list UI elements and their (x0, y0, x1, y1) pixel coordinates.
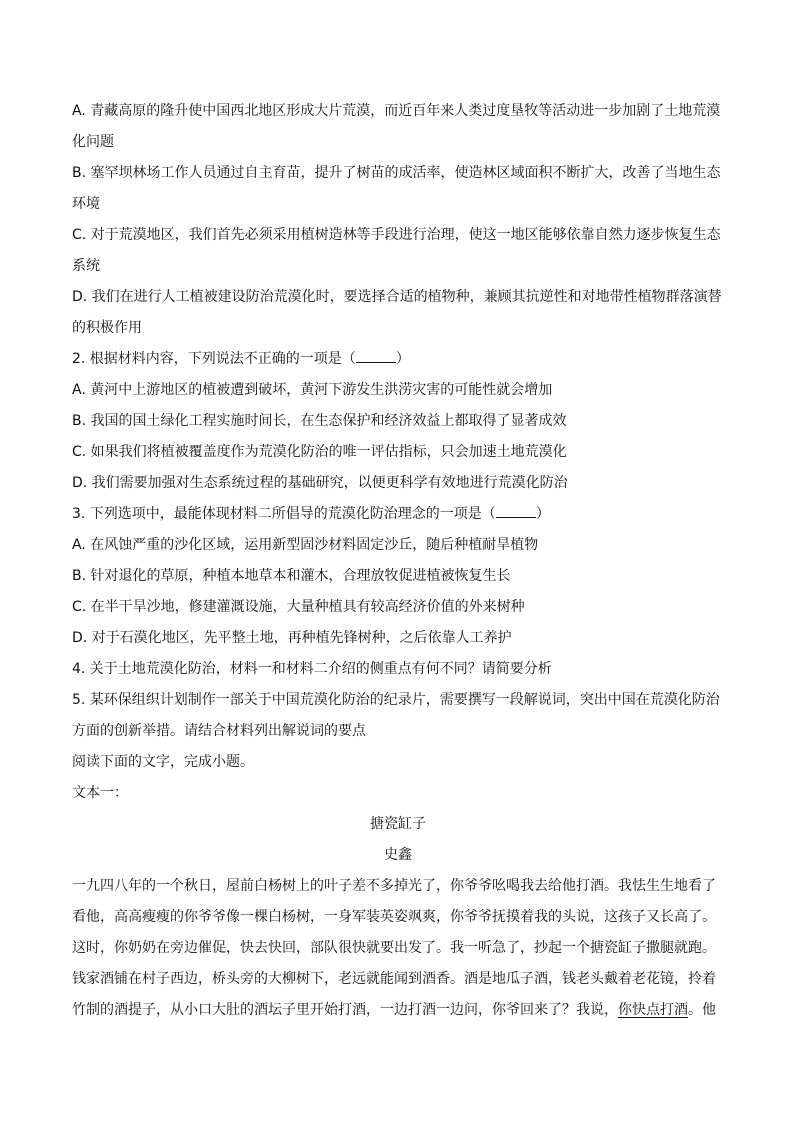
q5-line1: 5. 某环保组织计划制作一部关于中国荒漠化防治的纪录片，需要撰写一段解说词，突出中国在荒漠化防治 (72, 692, 720, 708)
story-author: 史鑫 (384, 847, 412, 863)
story-line-5 (72, 995, 724, 1026)
story (72, 809, 724, 1026)
reading-instruction: 阅读下面的文字，完成小题。 (72, 754, 254, 770)
q3-stem-text: 3. 下列选项中，最能体现材料二所倡导的荒漠化防治理念的一项是（ (72, 506, 496, 522)
q1-option-a-line1: A. 青藏高原的隆升使中国西北地区形成大片荒漠，而近百年来人类过度垦牧等活动进一步加剧了土地荒漠 (72, 103, 721, 119)
q2-stem-text: 2. 根据材料内容，下列说法不正确的一项是（ (72, 351, 356, 367)
story-title: 搪瓷缸子 (370, 816, 426, 832)
q2-option-a: A. 黄河中上游地区的植被遭到破坏，黄河下游发生洪涝灾害的可能性就会增加 (72, 382, 553, 398)
q3-option-b: B. 针对退化的草原，种植本地草本和灌木，合理放牧促进植被恢复生长 (72, 568, 511, 584)
q1-option-b-line1: B. 塞罕坝林场工作人员通过自主育苗，提升了树苗的成活率，使造林区域面积不断扩大，改善了当地生态 (72, 165, 721, 181)
q2-option-c: C. 如果我们将植被覆盖度作为荒漠化防治的唯一评估指标，只会加速土地荒漠化 (72, 444, 567, 460)
q3-stem-end: ） (535, 506, 550, 522)
q2-stem (72, 344, 724, 375)
q5-line2: 方面的创新举措。请结合材料列出解说词的要点 (72, 723, 366, 739)
text-label: 文本一： (72, 785, 128, 801)
q3-stem (72, 499, 724, 530)
q1-option-b-line2: 环境 (72, 196, 100, 212)
q3-option-a: A. 在风蚀严重的沙化区域，运用新型固沙材料固定沙丘，随后种植耐旱植物 (72, 537, 539, 553)
q2-stem-end: ） (395, 351, 410, 367)
q1-option-d-line1: D. 我们在进行人工植被建设防治荒漠化时，要选择合适的植物种，兼顾其抗逆性和对地带性植物群落演替 (72, 289, 722, 305)
q2-option-b: B. 我国的国土绿化工程实施时间长，在生态保护和经济效益上都取得了显著成效 (72, 413, 567, 429)
q1-option-c-line2: 系统 (72, 258, 100, 274)
question-3 (72, 499, 724, 654)
q2-answer-blank[interactable] (356, 362, 396, 363)
question-2 (72, 344, 724, 499)
q3-answer-blank[interactable] (496, 517, 536, 518)
question-4: 4. 关于土地荒漠化防治，材料一和材料二介绍的侧重点有何不同？请简要分析 (72, 661, 552, 677)
story-line-5-pre: 竹制的酒提子，从小口大肚的酒坛子里开始打酒，一边打酒一边问，你爷回来了？我说， (72, 1002, 618, 1018)
story-line-2: 看他，高高瘦瘦的你爷爷像一棵白杨树，一身军装英姿飒爽，你爷爷抚摸着我的头说，这孩子又长高了。 (72, 909, 716, 925)
q3-option-c: C. 在半干旱沙地，修建灌溉设施，大量种植具有较高经济价值的外来树种 (72, 599, 525, 615)
q2-option-d: D. 我们需要加强对生态系统过程的基础研究，以便更科学有效地进行荒漠化防治 (72, 475, 568, 491)
story-line-3: 这时，你奶奶在旁边催促，快去快回，部队很快就要出发了。我一听急了，抄起一个搪瓷缸子撒腿就跑。 (72, 940, 716, 956)
document-page (72, 96, 724, 1026)
q1-option-a-line2: 化问题 (72, 134, 114, 150)
story-line-5-post: 。他 (688, 1002, 716, 1018)
question-5 (72, 685, 724, 747)
question-1-options (72, 96, 724, 344)
q1-option-d-line2: 的积极作用 (72, 320, 142, 336)
story-line-4: 钱家酒铺在村子西边，桥头旁的大柳树下，老远就能闻到酒香。酒是地瓜子酒，钱老头戴着老花镜，拎着 (72, 971, 716, 987)
q1-option-c-line1: C. 对于荒漠地区，我们首先必须采用植树造林等手段进行治理，使这一地区能够依靠自然力逐步恢复生态 (72, 227, 721, 243)
story-line-1: 一九四八年的一个秋日，屋前白杨树上的叶子差不多掉光了，你爷爷吆喝我去给他打酒。我怯生生地看了 (72, 878, 716, 894)
q3-option-d: D. 对于石漠化地区，先平整土地，再种植先锋树种，之后依靠人工养护 (72, 630, 512, 646)
story-underlined-phrase: 你快点打酒 (618, 1002, 688, 1018)
